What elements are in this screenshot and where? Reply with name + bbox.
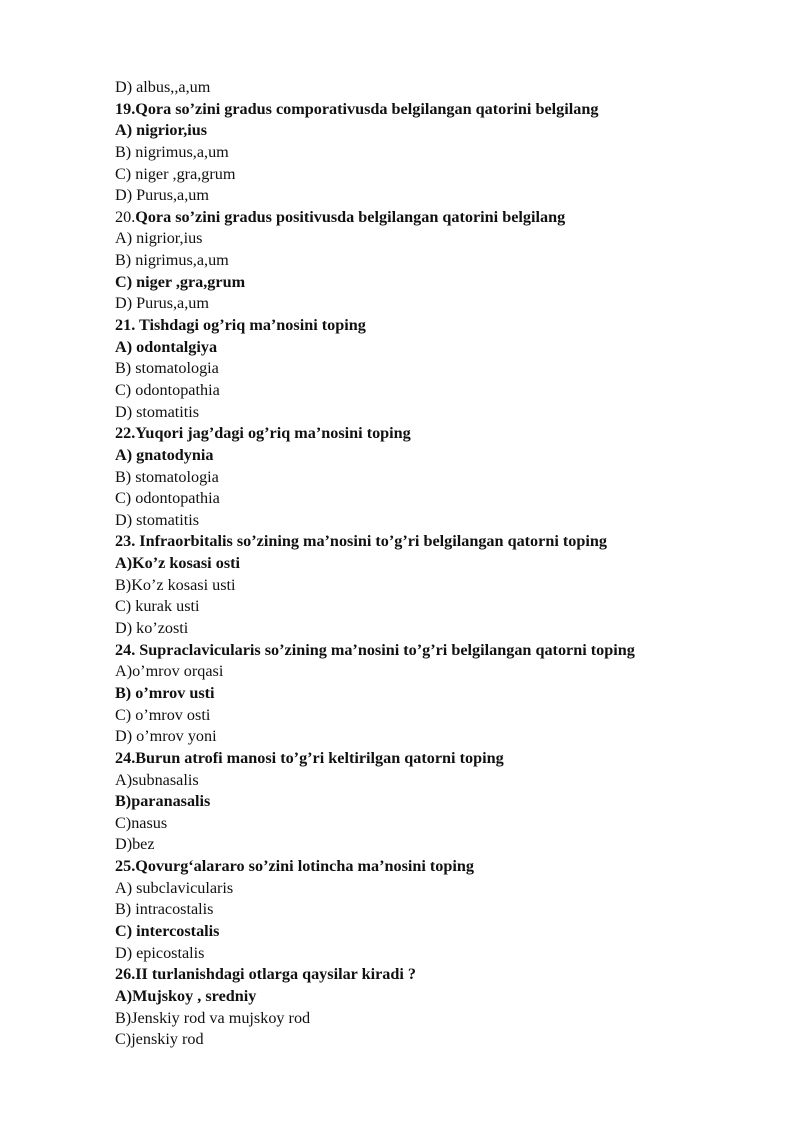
text-line (115, 185, 755, 207)
text-line (115, 726, 755, 748)
text-line (115, 120, 755, 142)
line-text: C) niger ,gra,grum (115, 272, 246, 291)
line-text: D) albus,,a,um (115, 78, 211, 96)
text-line (115, 770, 755, 792)
text-line (115, 445, 755, 467)
line-text: C)jenskiy rod (115, 1030, 204, 1049)
line-text: D) o’mrov yoni (115, 727, 217, 746)
text-line (115, 272, 755, 294)
line-text: 19.Qora so’zini gradus comporativusda belgilangan qatorini belgilang (115, 99, 599, 118)
line-text: A) gnatodynia (115, 445, 214, 464)
line-text: A) nigrior,ius (115, 229, 203, 248)
line-text: C)nasus (115, 813, 168, 832)
line-text: 26.II turlanishdagi otlarga qaysilar kiradi ? (115, 965, 417, 984)
text-line (115, 943, 755, 965)
line-text: C) niger ,gra,grum (115, 164, 236, 183)
line-text: 21. Tishdagi og’riq ma’nosini toping (115, 316, 366, 335)
text-line (115, 380, 755, 402)
line-text: D) Purus,a,um (115, 186, 209, 205)
line-text: B)Ko’z kosasi usti (115, 575, 236, 594)
text-line (115, 791, 755, 813)
line-text: A)o’mrov orqasi (115, 662, 224, 681)
text-line (115, 358, 755, 380)
text-line (115, 77, 755, 99)
text-line (115, 596, 755, 618)
text-line (115, 293, 755, 315)
line-text: C) kurak usti (115, 597, 200, 616)
text-line (115, 228, 755, 250)
document-page (115, 77, 755, 1051)
line-text: A)subnasalis (115, 770, 199, 789)
line-text: 25.Qovurg‘alararo so’zini lotincha ma’nosini toping (115, 857, 474, 876)
line-text: 24.Burun atrofi manosi to’g’ri keltirilgan qatorni toping (115, 748, 504, 767)
text-line (115, 683, 755, 705)
line-text: 20. (115, 207, 136, 226)
text-line (115, 1008, 755, 1030)
line-text: B)Jenskiy rod va mujskoy rod (115, 1008, 311, 1027)
text-line (115, 315, 755, 337)
text-line (115, 640, 755, 662)
line-text: D) ko’zosti (115, 619, 189, 638)
text-line (115, 878, 755, 900)
text-line (115, 250, 755, 272)
text-line (115, 510, 755, 532)
text-line (115, 488, 755, 510)
text-line (115, 423, 755, 445)
text-line (115, 99, 755, 121)
line-text: 22.Yuqori jag’dagi og’riq ma’nosini toping (115, 424, 411, 443)
text-line (115, 402, 755, 424)
text-line (115, 337, 755, 359)
text-line (115, 986, 755, 1008)
line-text: B) stomatologia (115, 467, 219, 486)
line-text: A)Mujskoy , sredniy (115, 986, 257, 1005)
line-text: C) odontopathia (115, 489, 220, 508)
line-text: D) stomatitis (115, 510, 200, 529)
text-line (115, 661, 755, 683)
text-line (115, 813, 755, 835)
line-text: B) stomatologia (115, 359, 219, 378)
text-line (115, 207, 755, 229)
line-text: 23. Infraorbitalis so’zining ma’nosini to’g’ri belgilangan qatorni toping (115, 532, 607, 551)
text-line (115, 748, 755, 770)
line-text: B) nigrimus,a,um (115, 142, 229, 161)
line-text: A) subclavicularis (115, 878, 234, 897)
text-line (115, 531, 755, 553)
line-text: C) intercostalis (115, 921, 220, 940)
line-text: B) o’mrov usti (115, 683, 215, 702)
line-text: A)Ko’z kosasi osti (115, 554, 241, 573)
text-line (115, 899, 755, 921)
text-line (115, 964, 755, 986)
line-text: D) Purus,a,um (115, 294, 209, 313)
text-line (115, 705, 755, 727)
line-text: D) epicostalis (115, 943, 205, 962)
text-line (115, 142, 755, 164)
line-text: C) o’mrov osti (115, 705, 211, 724)
line-text: B)paranasalis (115, 792, 211, 811)
line-text: 24. Supraclavicularis so’zining ma’nosini to’g’ri belgilangan qatorni toping (115, 640, 635, 659)
line-text-suffix: Qora so’zini gradus positivusda belgilangan qatorini belgilang (135, 207, 566, 226)
text-line (115, 553, 755, 575)
text-line (115, 834, 755, 856)
line-text: B) nigrimus,a,um (115, 251, 229, 270)
text-line (115, 856, 755, 878)
line-text: D) stomatitis (115, 402, 200, 421)
line-text: D)bez (115, 835, 155, 854)
line-text: A) nigrior,ius (115, 121, 208, 140)
text-line (115, 921, 755, 943)
line-text: C) odontopathia (115, 380, 220, 399)
text-line (115, 164, 755, 186)
text-line (115, 618, 755, 640)
line-text: A) odontalgiya (115, 337, 218, 356)
text-line (115, 575, 755, 597)
text-line (115, 467, 755, 489)
text-line (115, 1029, 755, 1051)
line-text: B) intracostalis (115, 900, 214, 919)
